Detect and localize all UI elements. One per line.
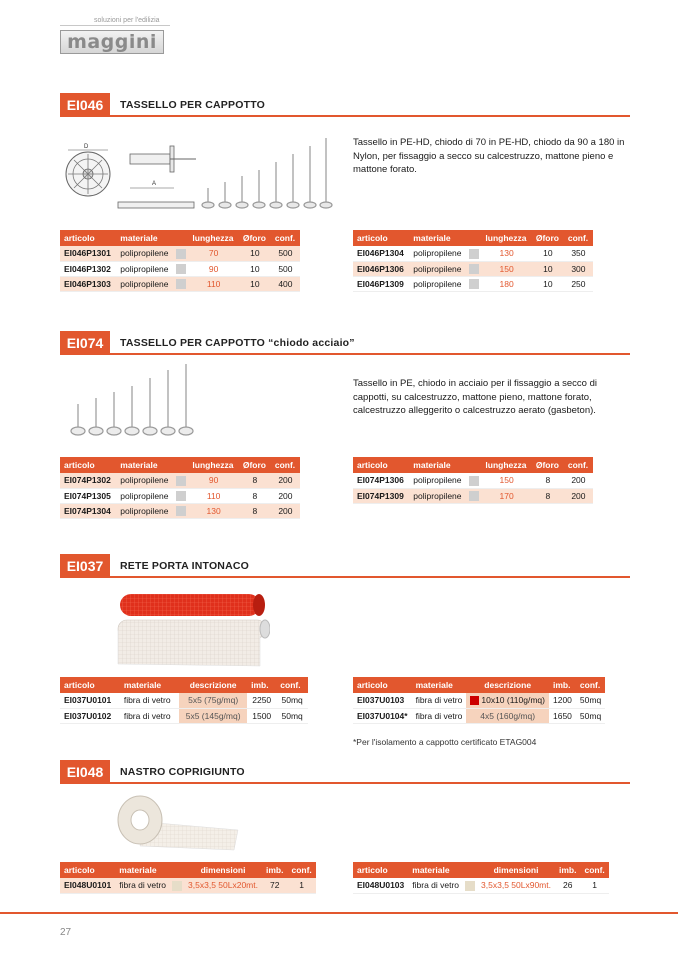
cell-dimensions: 3,5x3,5 50Lx90mt. bbox=[477, 878, 555, 893]
cell-material: polipropilene bbox=[116, 246, 174, 261]
cell-length: 150 bbox=[481, 261, 531, 276]
cell-description bbox=[466, 693, 549, 708]
section-title: RETE PORTA INTONACO bbox=[120, 560, 250, 572]
cell-material: fibra di vetro bbox=[120, 708, 179, 723]
table-row bbox=[353, 276, 593, 291]
cell-length: 90 bbox=[188, 261, 238, 276]
cell-conf: 200 bbox=[271, 503, 300, 518]
cell-dimensions: 3,5x3,5 50Lx20mt. bbox=[184, 878, 262, 893]
cell-material: polipropilene bbox=[116, 261, 174, 276]
cell-material: fibra di vetro bbox=[412, 708, 467, 723]
col-articolo: articolo bbox=[353, 457, 409, 473]
brand-tagline: soluzioni per l'edilizia bbox=[60, 16, 170, 26]
cell-code: EI037U0104* bbox=[353, 708, 412, 723]
cell-conf: 50mq bbox=[576, 708, 605, 723]
cell-material: fibra di vetro bbox=[115, 878, 170, 893]
material-swatch bbox=[174, 503, 188, 518]
table-header bbox=[60, 457, 300, 473]
cell-conf: 200 bbox=[564, 473, 593, 488]
section-code: EI048 bbox=[60, 760, 110, 784]
cell-material: polipropilene bbox=[116, 473, 174, 488]
col-lunghezza: lunghezza bbox=[481, 230, 531, 246]
col-descrizione: descrizione bbox=[466, 677, 549, 693]
cell-hole: 8 bbox=[532, 488, 564, 503]
col-articolo: articolo bbox=[60, 457, 116, 473]
product-table-left bbox=[60, 230, 300, 292]
cell-material: fibra di vetro bbox=[412, 693, 467, 708]
col-lunghezza: lunghezza bbox=[188, 230, 238, 246]
product-image-steel-nail-plugs bbox=[60, 362, 260, 442]
table-header bbox=[60, 677, 308, 693]
material-swatch bbox=[174, 261, 188, 276]
col-articolo: articolo bbox=[60, 862, 115, 878]
col-imb: imb. bbox=[555, 862, 580, 878]
cell-length: 130 bbox=[188, 503, 238, 518]
cell-code: EI046P1301 bbox=[60, 246, 116, 261]
product-image-anchor-plugs bbox=[60, 132, 340, 214]
cell-description-text: 10x10 (110g/mq) bbox=[481, 695, 545, 706]
section-header-ei037 bbox=[60, 554, 630, 578]
cell-conf: 200 bbox=[271, 488, 300, 503]
section-code: EI046 bbox=[60, 93, 110, 117]
cell-code: EI046P1302 bbox=[60, 261, 116, 276]
col-conf: conf. bbox=[271, 457, 300, 473]
cell-hole: 8 bbox=[532, 473, 564, 488]
col-foro: Øforo bbox=[239, 230, 271, 246]
cell-code: EI074P1305 bbox=[60, 488, 116, 503]
product-table-left bbox=[60, 862, 316, 894]
material-swatch bbox=[463, 878, 477, 893]
table-row bbox=[353, 878, 609, 893]
col-lunghezza: lunghezza bbox=[481, 457, 531, 473]
col-foro: Øforo bbox=[532, 457, 564, 473]
cell-material: polipropilene bbox=[409, 473, 467, 488]
cell-conf: 300 bbox=[564, 261, 593, 276]
table-row bbox=[60, 488, 300, 503]
cell-material: polipropilene bbox=[409, 246, 467, 261]
table-header bbox=[353, 862, 609, 878]
table-row bbox=[60, 246, 300, 261]
dim-label-a: A bbox=[152, 181, 157, 187]
section-header-ei046 bbox=[60, 93, 630, 117]
cell-length: 180 bbox=[481, 276, 531, 291]
cell-imb: 1200 bbox=[549, 693, 576, 708]
table-row bbox=[353, 693, 605, 708]
cell-hole: 10 bbox=[239, 261, 271, 276]
cell-imb: 26 bbox=[555, 878, 580, 893]
col-materiale: materiale bbox=[408, 862, 477, 878]
cell-description: 5x5 (75g/mq) bbox=[179, 693, 247, 708]
col-materiale: materiale bbox=[412, 677, 467, 693]
cell-imb: 1500 bbox=[247, 708, 276, 723]
cell-code: EI074P1304 bbox=[60, 503, 116, 518]
cell-description: 5x5 (145g/mq) bbox=[179, 708, 247, 723]
cell-code: EI074P1302 bbox=[60, 473, 116, 488]
material-swatch bbox=[174, 473, 188, 488]
cell-material: polipropilene bbox=[116, 503, 174, 518]
table-row bbox=[60, 473, 300, 488]
cell-conf: 500 bbox=[271, 246, 300, 261]
material-swatch bbox=[467, 276, 481, 291]
cell-code: EI037U0102 bbox=[60, 708, 120, 723]
cell-hole: 8 bbox=[239, 473, 271, 488]
table-row bbox=[60, 878, 316, 893]
red-swatch bbox=[470, 696, 479, 705]
table-row bbox=[353, 708, 605, 723]
product-table-right bbox=[353, 862, 609, 894]
dim-label-d: D bbox=[84, 144, 89, 150]
cell-material: fibra di vetro bbox=[408, 878, 463, 893]
table-row bbox=[60, 708, 308, 723]
product-table-right bbox=[353, 457, 593, 504]
col-materiale: materiale bbox=[116, 230, 188, 246]
cell-hole: 10 bbox=[239, 246, 271, 261]
cell-code: EI074P1309 bbox=[353, 488, 409, 503]
product-table-right bbox=[353, 230, 593, 292]
cell-conf: 1 bbox=[580, 878, 608, 893]
page-number: 27 bbox=[60, 927, 72, 938]
col-foro: Øforo bbox=[239, 457, 271, 473]
footer-divider bbox=[0, 912, 678, 914]
cell-code: EI037U0101 bbox=[60, 693, 120, 708]
cell-material: polipropilene bbox=[116, 488, 174, 503]
cell-length: 90 bbox=[188, 473, 238, 488]
cell-material: polipropilene bbox=[116, 276, 174, 291]
cell-imb: 1650 bbox=[549, 708, 576, 723]
cell-length: 110 bbox=[188, 276, 238, 291]
cell-code: EI037U0103 bbox=[353, 693, 412, 708]
section-header-ei074 bbox=[60, 331, 630, 355]
table-row bbox=[60, 503, 300, 518]
col-conf: conf. bbox=[287, 862, 315, 878]
col-materiale: materiale bbox=[120, 677, 179, 693]
cell-material: polipropilene bbox=[409, 261, 467, 276]
col-materiale: materiale bbox=[409, 457, 481, 473]
col-materiale: materiale bbox=[115, 862, 184, 878]
brand-logo bbox=[60, 16, 170, 54]
col-dimensioni: dimensioni bbox=[477, 862, 555, 878]
material-swatch bbox=[174, 246, 188, 261]
cell-length: 130 bbox=[481, 246, 531, 261]
col-imb: imb. bbox=[262, 862, 287, 878]
table-row bbox=[60, 276, 300, 291]
col-imb: imb. bbox=[247, 677, 276, 693]
cell-imb: 2250 bbox=[247, 693, 276, 708]
col-articolo: articolo bbox=[60, 677, 120, 693]
footnote: *Per l'isolamento a cappotto certificato ETAG004 bbox=[353, 737, 537, 747]
cell-imb: 72 bbox=[262, 878, 287, 893]
col-articolo: articolo bbox=[353, 862, 408, 878]
table-row bbox=[353, 261, 593, 276]
product-image-tape-roll bbox=[110, 790, 250, 852]
cell-length: 150 bbox=[481, 473, 531, 488]
cell-code: EI046P1309 bbox=[353, 276, 409, 291]
cell-code: EI048U0101 bbox=[60, 878, 115, 893]
col-conf: conf. bbox=[576, 677, 605, 693]
material-swatch bbox=[174, 276, 188, 291]
table-row bbox=[60, 693, 308, 708]
product-table-right bbox=[353, 677, 605, 724]
section-title: TASSELLO PER CAPPOTTO “chiodo acciaio” bbox=[120, 337, 355, 349]
cell-conf: 400 bbox=[271, 276, 300, 291]
material-swatch bbox=[170, 878, 184, 893]
cell-conf: 250 bbox=[564, 276, 593, 291]
col-materiale: materiale bbox=[116, 457, 188, 473]
cell-conf: 50mq bbox=[276, 708, 308, 723]
col-lunghezza: lunghezza bbox=[188, 457, 238, 473]
table-row bbox=[353, 246, 593, 261]
col-descrizione: descrizione bbox=[179, 677, 247, 693]
material-swatch bbox=[467, 261, 481, 276]
cell-length: 110 bbox=[188, 488, 238, 503]
col-conf: conf. bbox=[276, 677, 308, 693]
section-description: Tassello in PE-HD, chiodo di 70 in PE-HD, chiodo da 90 a 180 in Nylon, per fissaggio a secco su calcestruzzo, mattone pieno e mattone forato. bbox=[353, 137, 625, 175]
product-table-left bbox=[60, 677, 308, 724]
cell-code: EI074P1306 bbox=[353, 473, 409, 488]
cell-hole: 10 bbox=[532, 276, 564, 291]
cell-material: fibra di vetro bbox=[120, 693, 179, 708]
col-imb: imb. bbox=[549, 677, 576, 693]
table-header bbox=[353, 457, 593, 473]
section-title: NASTRO COPRIGIUNTO bbox=[120, 766, 245, 778]
section-description: Tassello in PE, chiodo in acciaio per il fissaggio a secco di cappotti, su calcestruzzo, mattone pieno, mattone forato, calcestruzzo alleggerito o calcestruzzo aerato (gasbeton). bbox=[353, 378, 597, 416]
table-header bbox=[353, 677, 605, 693]
cell-code: EI046P1306 bbox=[353, 261, 409, 276]
table-header bbox=[60, 230, 300, 246]
col-materiale: materiale bbox=[409, 230, 481, 246]
section-title: TASSELLO PER CAPPOTTO bbox=[120, 99, 265, 111]
material-swatch bbox=[467, 473, 481, 488]
col-conf: conf. bbox=[580, 862, 608, 878]
table-row bbox=[353, 473, 593, 488]
cell-code: EI046P1303 bbox=[60, 276, 116, 291]
col-conf: conf. bbox=[564, 457, 593, 473]
section-code: EI037 bbox=[60, 554, 110, 578]
cell-material: polipropilene bbox=[409, 276, 467, 291]
material-swatch bbox=[467, 488, 481, 503]
cell-hole: 10 bbox=[532, 246, 564, 261]
cell-hole: 10 bbox=[239, 276, 271, 291]
material-swatch bbox=[467, 246, 481, 261]
table-header bbox=[353, 230, 593, 246]
col-foro: Øforo bbox=[532, 230, 564, 246]
product-image-mesh-rolls bbox=[110, 590, 270, 668]
cell-hole: 10 bbox=[532, 261, 564, 276]
table-header bbox=[60, 862, 316, 878]
table-row bbox=[60, 261, 300, 276]
cell-length: 170 bbox=[481, 488, 531, 503]
cell-hole: 8 bbox=[239, 488, 271, 503]
cell-conf: 200 bbox=[271, 473, 300, 488]
cell-code: EI048U0103 bbox=[353, 878, 408, 893]
col-dimensioni: dimensioni bbox=[184, 862, 262, 878]
cell-conf: 1 bbox=[287, 878, 315, 893]
cell-conf: 350 bbox=[564, 246, 593, 261]
col-articolo: articolo bbox=[353, 677, 412, 693]
col-articolo: articolo bbox=[353, 230, 409, 246]
section-header-ei048 bbox=[60, 760, 630, 784]
table-row bbox=[353, 488, 593, 503]
cell-conf: 50mq bbox=[576, 693, 605, 708]
cell-conf: 500 bbox=[271, 261, 300, 276]
col-conf: conf. bbox=[564, 230, 593, 246]
section-code: EI074 bbox=[60, 331, 110, 355]
cell-code: EI046P1304 bbox=[353, 246, 409, 261]
cell-description: 4x5 (160g/mq) bbox=[466, 708, 549, 723]
cell-hole: 8 bbox=[239, 503, 271, 518]
material-swatch bbox=[174, 488, 188, 503]
product-table-left bbox=[60, 457, 300, 519]
cell-material: polipropilene bbox=[409, 488, 467, 503]
brand-logo-text: maggini bbox=[60, 30, 164, 54]
cell-length: 70 bbox=[188, 246, 238, 261]
cell-conf: 50mq bbox=[276, 693, 308, 708]
cell-conf: 200 bbox=[564, 488, 593, 503]
col-articolo: articolo bbox=[60, 230, 116, 246]
col-conf: conf. bbox=[271, 230, 300, 246]
